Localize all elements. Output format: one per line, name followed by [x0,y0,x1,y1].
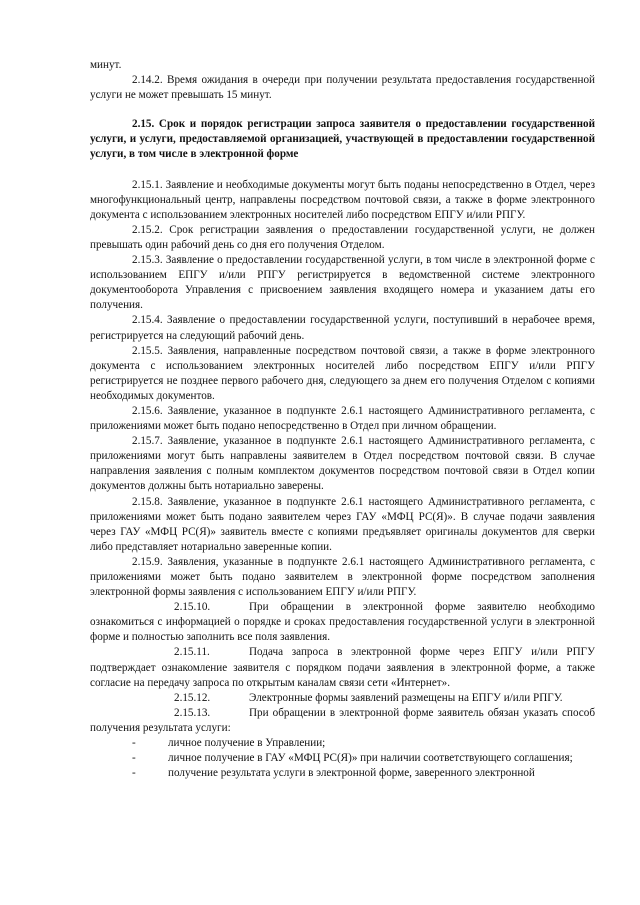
paragraph-number: 2.15.12. [174,691,211,704]
paragraph-2-15-9: 2.15.9. Заявления, указанные в подпункте 2.6.1 настоящего Административного регламента, с приложениями может быть подано заявителем в электронной форме посредством заполнения электронной формы заявления с использованием ЕПГУ и/или РПГУ. [90,555,595,599]
paragraph-2-15-13 [90,706,595,736]
paragraph-2-15-5: 2.15.5. Заявления, направленные посредством почтовой связи, а также в форме электронного документа с использованием электронных носителей либо посредством ЕПГУ и/или РПГУ регистрируется не позднее первого рабочего дня, следующего за днем его получения Отделом с копиями необходимых документов. [90,344,595,402]
paragraph-number: 2.15.10. [174,601,211,614]
list-dash: - [132,737,136,750]
paragraph-number: 2.15.11. [174,646,210,659]
paragraph-text: При обращении в электронной форме заявителю необходимо ознакомиться с информацией о порядке и сроках предоставления государственной услуги в электронной форме и полностью заполнить все поля заявления. [90,601,595,644]
section-heading-2-15: 2.15. Срок и порядок регистрации запроса заявителя о предоставлении государственной услуги, и услуги, предоставляемой организацией, участвующей в предоставлении государственной услуги, в том числе в электронной форме [90,118,595,161]
list-dash: - [132,767,136,780]
list-item [90,751,595,766]
paragraph-2-15-3: 2.15.3. Заявление о предоставлении государственной услуги, в том числе в электронной форме с использованием ЕПГУ и/или РПГУ регистрируется в ведомственной системе электронного документооборота Управления с присвоением заявления входящего номера и указанием даты его получения. [90,254,595,312]
paragraph-text: При обращении в электронной форме заявитель обязан указать способ получения результата услуги: [90,706,595,734]
list-item [90,766,595,781]
list-item-text: получение результата услуги в электронной форме, заверенного электронной [168,767,535,780]
paragraph-2-15-8: 2.15.8. Заявление, указанное в подпункте 2.6.1 настоящего Административного регламента, с приложениями может быть подано заявителем через ГАУ «МФЦ РС(Я)». В случае подачи заявления через ГАУ «МФЦ РС(Я)» заявитель вместе с копиями предъявляет оригиналы документов для сверки либо представляет нотариально заверенные копии. [90,495,595,553]
paragraph-text: Подача запроса в электронной форме через ЕПГУ и/или РПГУ подтверждает ознакомление заявителя с порядком подачи заявления в электронной форме, а также согласие на передачу запроса по открытым каналам связи сети «Интернет». [90,646,595,689]
paragraph-2-15-4: 2.15.4. Заявление о предоставлении государственной услуги, поступивший в нерабочее время, регистрируется на следующий рабочий день. [90,314,595,342]
paragraph-text: Электронные формы заявлений размещены на ЕПГУ и/или РПГУ. [249,691,563,704]
list-dash: - [132,752,136,765]
paragraph-2-15-2: 2.15.2. Срок регистрации заявления о предоставлении государственной услуги, не должен превышать один рабочий день со дня его получения Отделом. [90,223,595,251]
paragraph-number: 2.15.13. [174,706,211,719]
paragraph-2-15-6: 2.15.6. Заявление, указанное в подпункте 2.6.1 настоящего Административного регламента, с приложениями может быть подано непосредственно в Отдел при личном обращении. [90,404,595,433]
paragraph-2-15-12 [90,691,595,706]
fragment-line: минут. [90,59,122,71]
list-item-text: личное получение в Управлении; [168,737,326,750]
paragraph-2-15-11 [90,645,595,690]
list-item [90,736,595,751]
paragraph-2-15-1: 2.15.1. Заявление и необходимые документы могут быть поданы непосредственно в Отдел, через многофункциональный центр, направлены посредством почтовой связи, а также в форме электронного документа с использованием электронных носителей либо посредством ЕПГУ и/или РПГУ. [90,178,595,221]
paragraph-2-15-10 [90,600,595,645]
paragraph-2-14-2: 2.14.2. Время ожидания в очереди при получении результата предоставления государственной услуги не может превышать 15 минут. [90,74,595,102]
list-item-text: личное получение в ГАУ «МФЦ РС(Я)» при наличии соответствующего соглашения; [168,752,573,765]
paragraph-2-15-7: 2.15.7. Заявление, указанное в подпункте 2.6.1 настоящего Административного регламента, с приложениями могут быть направлены заявителем в Отдел посредством почтовой связи. В случае направления заявления с полным комплектом документов посредством почтовой связи в Отдел копии документов должны быть нотариально заверены. [90,435,595,493]
document-page [90,58,595,781]
